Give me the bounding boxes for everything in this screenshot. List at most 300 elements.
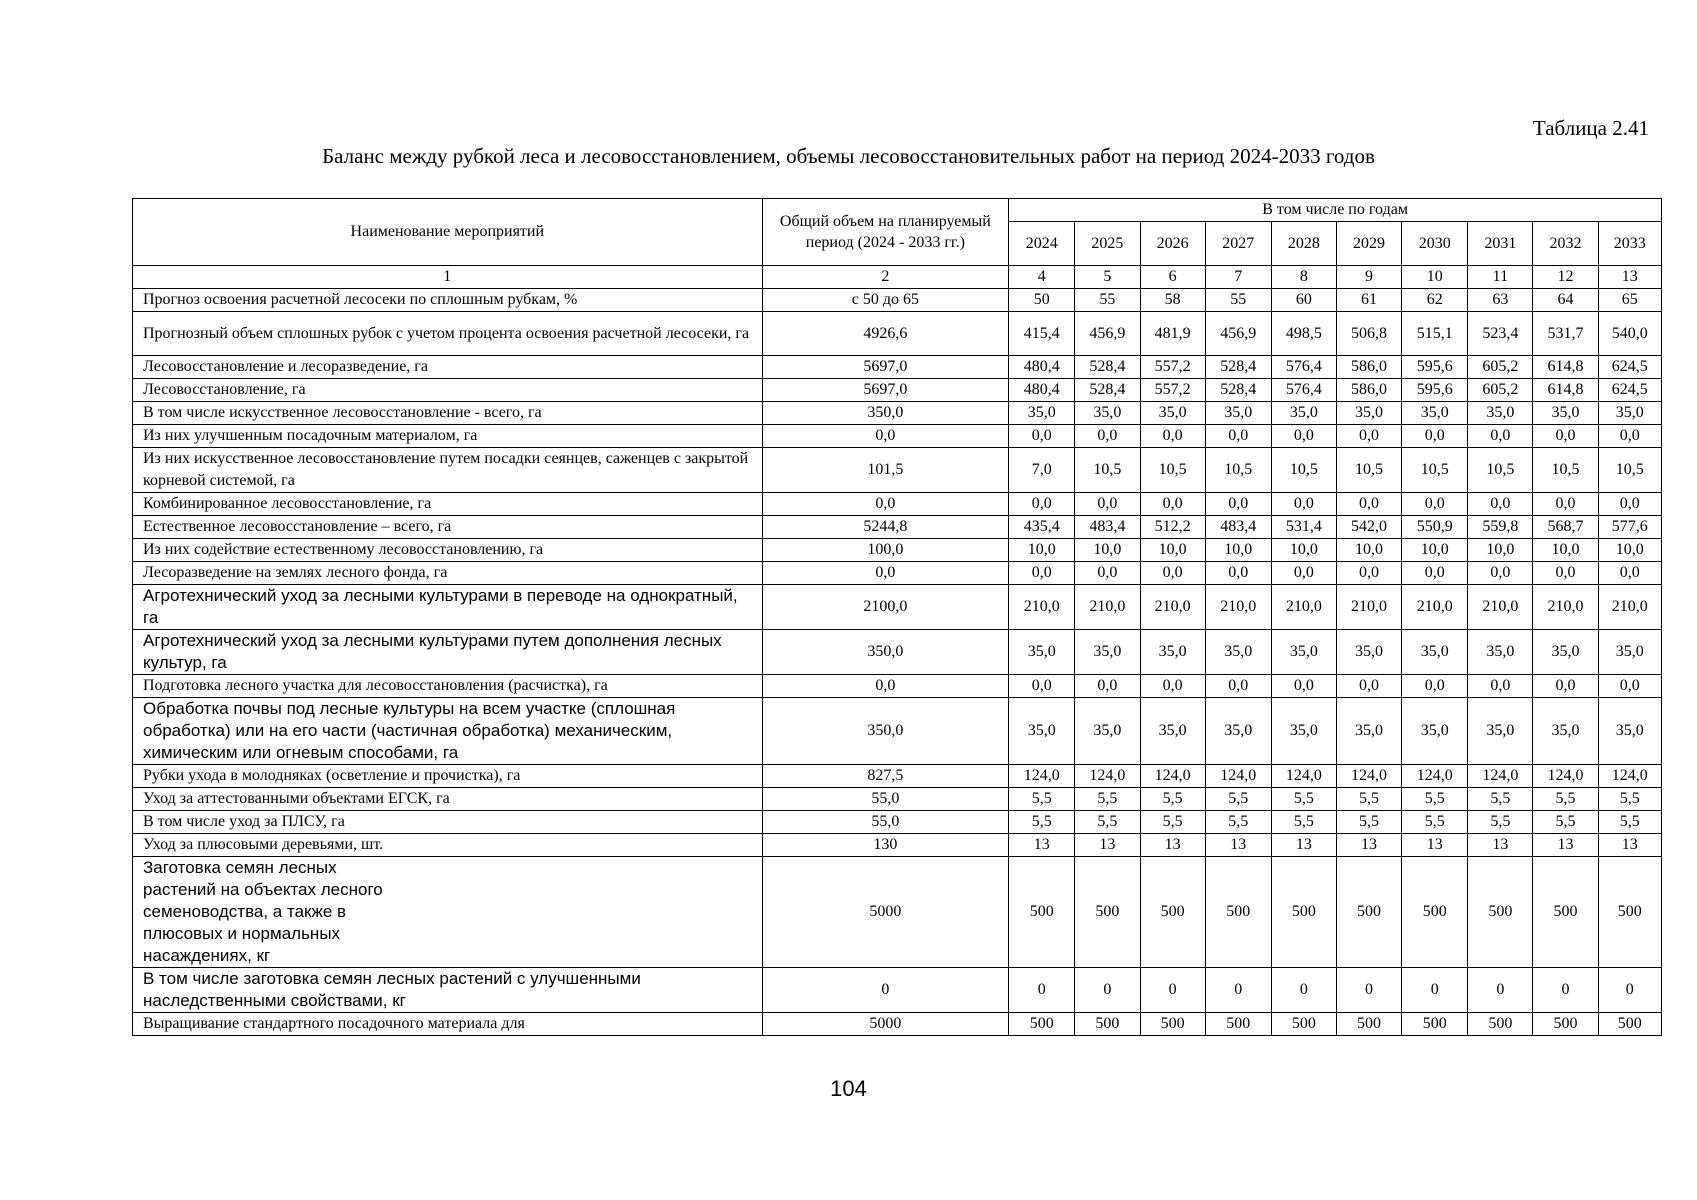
- column-number: 2: [762, 266, 1009, 289]
- table-row: [133, 857, 1662, 968]
- row-value-2029: 500: [1336, 1013, 1401, 1036]
- header-total-column: Общий объем на планируемый период (2024 - 2033 гг.): [762, 199, 1009, 266]
- row-value-2026: 0,0: [1140, 493, 1205, 516]
- row-value-2030: 124,0: [1402, 765, 1468, 788]
- row-value-2031: 500: [1468, 857, 1533, 968]
- row-name: В том числе заготовка семян лесных растений с улучшенными наследственными свойствами, кг: [133, 968, 763, 1013]
- row-name: Уход за плюсовыми деревьями, шт.: [133, 834, 763, 857]
- row-value-2033: 5,5: [1598, 788, 1661, 811]
- row-total: 55,0: [762, 788, 1009, 811]
- row-value-2033: 0,0: [1598, 493, 1661, 516]
- row-value-2032: 5,5: [1533, 788, 1598, 811]
- row-total: 5000: [762, 1013, 1009, 1036]
- row-value-2029: 586,0: [1336, 356, 1401, 379]
- row-value-2024: 13: [1009, 834, 1075, 857]
- row-value-2031: 605,2: [1468, 356, 1533, 379]
- row-name: Прогнозный объем сплошных рубок с учетом процента освоения расчетной лесосеки, га: [133, 312, 763, 356]
- row-value-2025: 0,0: [1075, 425, 1140, 448]
- row-value-2027: 0,0: [1205, 493, 1271, 516]
- column-number: 7: [1205, 266, 1271, 289]
- row-value-2025: 35,0: [1075, 402, 1140, 425]
- row-total: 0,0: [762, 425, 1009, 448]
- row-value-2032: 0,0: [1533, 675, 1598, 698]
- row-value-2027: 124,0: [1205, 765, 1271, 788]
- row-value-2028: 13: [1271, 834, 1336, 857]
- row-value-2031: 0,0: [1468, 675, 1533, 698]
- row-value-2026: 500: [1140, 857, 1205, 968]
- row-value-2029: 5,5: [1336, 788, 1401, 811]
- row-value-2024: 480,4: [1009, 356, 1075, 379]
- row-value-2024: 500: [1009, 1013, 1075, 1036]
- row-value-2027: 13: [1205, 834, 1271, 857]
- row-value-2026: 35,0: [1140, 698, 1205, 765]
- row-value-2033: 0: [1598, 968, 1661, 1013]
- table-row: [133, 834, 1662, 857]
- header-year-2032: 2032: [1533, 222, 1598, 266]
- row-value-2031: 35,0: [1468, 698, 1533, 765]
- header-name-column: Наименование мероприятий: [133, 199, 763, 266]
- row-value-2031: 124,0: [1468, 765, 1533, 788]
- row-value-2026: 0,0: [1140, 562, 1205, 585]
- table-row: [133, 539, 1662, 562]
- row-value-2032: 500: [1533, 1013, 1598, 1036]
- table-label: Таблица 2.41: [1532, 116, 1649, 140]
- row-value-2029: 124,0: [1336, 765, 1401, 788]
- table-body: [133, 289, 1662, 1036]
- row-value-2027: 35,0: [1205, 402, 1271, 425]
- row-total: 5000: [762, 857, 1009, 968]
- row-value-2030: 35,0: [1402, 698, 1468, 765]
- row-value-2026: 5,5: [1140, 811, 1205, 834]
- row-value-2030: 35,0: [1402, 630, 1468, 675]
- row-value-2030: 0,0: [1402, 562, 1468, 585]
- row-value-2029: 35,0: [1336, 698, 1401, 765]
- row-name: Агротехнический уход за лесными культурами путем дополнения лесных культур, га: [133, 630, 763, 675]
- column-number: 10: [1402, 266, 1468, 289]
- header-year-2028: 2028: [1271, 222, 1336, 266]
- row-name: Уход за аттестованными объектами ЕГСК, га: [133, 788, 763, 811]
- row-value-2026: 124,0: [1140, 765, 1205, 788]
- column-number: 6: [1140, 266, 1205, 289]
- table-row: [133, 356, 1662, 379]
- row-value-2033: 540,0: [1598, 312, 1661, 356]
- row-value-2033: 500: [1598, 857, 1661, 968]
- row-value-2026: 512,2: [1140, 516, 1205, 539]
- row-total: с 50 до 65: [762, 289, 1009, 312]
- row-value-2033: 35,0: [1598, 630, 1661, 675]
- row-value-2030: 0: [1402, 968, 1468, 1013]
- header-year-2026: 2026: [1140, 222, 1205, 266]
- row-value-2028: 576,4: [1271, 356, 1336, 379]
- row-value-2032: 64: [1533, 289, 1598, 312]
- row-value-2032: 35,0: [1533, 630, 1598, 675]
- row-value-2030: 0,0: [1402, 675, 1468, 698]
- row-value-2030: 550,9: [1402, 516, 1468, 539]
- row-name: Агротехнический уход за лесными культурами в переводе на однократный, га: [133, 585, 763, 630]
- row-value-2027: 0,0: [1205, 562, 1271, 585]
- row-value-2032: 0,0: [1533, 425, 1598, 448]
- row-value-2026: 0,0: [1140, 675, 1205, 698]
- row-value-2032: 10,0: [1533, 539, 1598, 562]
- row-value-2033: 624,5: [1598, 379, 1661, 402]
- row-value-2029: 0,0: [1336, 493, 1401, 516]
- table-row: [133, 562, 1662, 585]
- row-value-2027: 0,0: [1205, 675, 1271, 698]
- row-value-2028: 60: [1271, 289, 1336, 312]
- row-value-2031: 0,0: [1468, 425, 1533, 448]
- document-title: Баланс между рубкой леса и лесовосстановлением, объемы лесовосстановительных работ на период 2024-2033 годов: [322, 144, 1375, 168]
- row-value-2024: 0,0: [1009, 675, 1075, 698]
- row-value-2032: 35,0: [1533, 698, 1598, 765]
- row-total: 5697,0: [762, 356, 1009, 379]
- row-value-2029: 586,0: [1336, 379, 1401, 402]
- row-value-2026: 10,5: [1140, 448, 1205, 493]
- column-number: 5: [1075, 266, 1140, 289]
- row-value-2033: 124,0: [1598, 765, 1661, 788]
- row-value-2031: 10,0: [1468, 539, 1533, 562]
- row-value-2033: 0,0: [1598, 425, 1661, 448]
- table-row: [133, 493, 1662, 516]
- row-value-2025: 0,0: [1075, 562, 1140, 585]
- row-total: 827,5: [762, 765, 1009, 788]
- row-value-2025: 528,4: [1075, 379, 1140, 402]
- row-value-2025: 528,4: [1075, 356, 1140, 379]
- row-value-2031: 5,5: [1468, 811, 1533, 834]
- row-value-2031: 13: [1468, 834, 1533, 857]
- table-row: [133, 289, 1662, 312]
- row-value-2031: 500: [1468, 1013, 1533, 1036]
- row-value-2032: 614,8: [1533, 356, 1598, 379]
- row-value-2030: 0,0: [1402, 425, 1468, 448]
- row-value-2030: 10,5: [1402, 448, 1468, 493]
- row-value-2028: 500: [1271, 857, 1336, 968]
- row-value-2029: 0,0: [1336, 562, 1401, 585]
- row-value-2028: 10,0: [1271, 539, 1336, 562]
- row-value-2028: 0,0: [1271, 675, 1336, 698]
- row-total: 0,0: [762, 493, 1009, 516]
- page-number: 104: [830, 1076, 867, 1101]
- row-value-2025: 124,0: [1075, 765, 1140, 788]
- row-value-2032: 568,7: [1533, 516, 1598, 539]
- row-value-2027: 10,0: [1205, 539, 1271, 562]
- header-year-2030: 2030: [1402, 222, 1468, 266]
- row-value-2027: 456,9: [1205, 312, 1271, 356]
- row-name: Подготовка лесного участка для лесовосстановления (расчистка), га: [133, 675, 763, 698]
- row-value-2025: 10,0: [1075, 539, 1140, 562]
- row-value-2027: 5,5: [1205, 811, 1271, 834]
- table-row: [133, 630, 1662, 675]
- row-value-2032: 13: [1533, 834, 1598, 857]
- row-name: Естественное лесовосстановление – всего, га: [133, 516, 763, 539]
- row-value-2027: 35,0: [1205, 698, 1271, 765]
- row-value-2029: 210,0: [1336, 585, 1401, 630]
- row-value-2033: 10,5: [1598, 448, 1661, 493]
- row-value-2032: 0,0: [1533, 562, 1598, 585]
- row-value-2028: 531,4: [1271, 516, 1336, 539]
- row-total: 55,0: [762, 811, 1009, 834]
- row-value-2027: 500: [1205, 1013, 1271, 1036]
- row-value-2028: 0,0: [1271, 425, 1336, 448]
- row-value-2028: 500: [1271, 1013, 1336, 1036]
- column-number: 4: [1009, 266, 1075, 289]
- row-value-2028: 10,5: [1271, 448, 1336, 493]
- row-value-2033: 624,5: [1598, 356, 1661, 379]
- row-value-2033: 0,0: [1598, 675, 1661, 698]
- row-value-2024: 0: [1009, 968, 1075, 1013]
- column-number: 8: [1271, 266, 1336, 289]
- row-name: Из них искусственное лесовосстановление путем посадки сеянцев, саженцев с закрытой корневой системой, га: [133, 448, 763, 493]
- row-value-2031: 210,0: [1468, 585, 1533, 630]
- row-total: 350,0: [762, 630, 1009, 675]
- row-value-2028: 210,0: [1271, 585, 1336, 630]
- row-value-2033: 210,0: [1598, 585, 1661, 630]
- row-value-2026: 0: [1140, 968, 1205, 1013]
- table-row: [133, 516, 1662, 539]
- row-value-2029: 0,0: [1336, 675, 1401, 698]
- table-row: [133, 1013, 1662, 1036]
- row-value-2024: 5,5: [1009, 788, 1075, 811]
- row-value-2025: 210,0: [1075, 585, 1140, 630]
- row-total: 0,0: [762, 562, 1009, 585]
- row-name: Лесовосстановление и лесоразведение, га: [133, 356, 763, 379]
- row-value-2027: 210,0: [1205, 585, 1271, 630]
- column-numbering-row: [133, 266, 1662, 289]
- row-value-2030: 35,0: [1402, 402, 1468, 425]
- row-value-2029: 10,0: [1336, 539, 1401, 562]
- row-value-2025: 456,9: [1075, 312, 1140, 356]
- row-value-2030: 13: [1402, 834, 1468, 857]
- row-value-2028: 0,0: [1271, 562, 1336, 585]
- row-total: 0: [762, 968, 1009, 1013]
- row-value-2031: 0,0: [1468, 493, 1533, 516]
- row-total: 0,0: [762, 675, 1009, 698]
- row-value-2030: 0,0: [1402, 493, 1468, 516]
- row-value-2031: 559,8: [1468, 516, 1533, 539]
- row-value-2028: 576,4: [1271, 379, 1336, 402]
- row-value-2026: 210,0: [1140, 585, 1205, 630]
- row-value-2030: 5,5: [1402, 811, 1468, 834]
- table-row: [133, 585, 1662, 630]
- row-value-2025: 10,5: [1075, 448, 1140, 493]
- row-total: 5244,8: [762, 516, 1009, 539]
- row-value-2026: 10,0: [1140, 539, 1205, 562]
- row-value-2028: 35,0: [1271, 402, 1336, 425]
- row-value-2030: 500: [1402, 1013, 1468, 1036]
- row-value-2027: 500: [1205, 857, 1271, 968]
- row-value-2032: 614,8: [1533, 379, 1598, 402]
- row-value-2029: 0: [1336, 968, 1401, 1013]
- row-value-2024: 0,0: [1009, 562, 1075, 585]
- table-row: [133, 379, 1662, 402]
- row-total: 130: [762, 834, 1009, 857]
- row-value-2029: 542,0: [1336, 516, 1401, 539]
- row-value-2025: 500: [1075, 857, 1140, 968]
- row-value-2024: 124,0: [1009, 765, 1075, 788]
- row-name: Заготовка семян лесных растений на объектах лесного семеноводства, а также в плюсовых и нормальных насаждениях, кг: [133, 857, 763, 968]
- table-row: [133, 312, 1662, 356]
- row-value-2025: 5,5: [1075, 811, 1140, 834]
- row-value-2028: 35,0: [1271, 698, 1336, 765]
- header-years-group: В том числе по годам: [1009, 199, 1662, 222]
- row-value-2024: 50: [1009, 289, 1075, 312]
- row-value-2032: 500: [1533, 857, 1598, 968]
- row-value-2033: 577,6: [1598, 516, 1661, 539]
- row-value-2031: 0,0: [1468, 562, 1533, 585]
- row-value-2031: 605,2: [1468, 379, 1533, 402]
- row-total: 101,5: [762, 448, 1009, 493]
- row-name: Обработка почвы под лесные культуры на всем участке (сплошная обработка) или на его части (частичная обработка) механическим, химическим или огневым способами, га: [133, 698, 763, 765]
- row-value-2031: 35,0: [1468, 402, 1533, 425]
- row-value-2026: 500: [1140, 1013, 1205, 1036]
- row-value-2028: 0,0: [1271, 493, 1336, 516]
- row-value-2028: 0: [1271, 968, 1336, 1013]
- row-value-2031: 523,4: [1468, 312, 1533, 356]
- row-value-2029: 500: [1336, 857, 1401, 968]
- row-value-2032: 10,5: [1533, 448, 1598, 493]
- row-total: 2100,0: [762, 585, 1009, 630]
- header-year-2024: 2024: [1009, 222, 1075, 266]
- header-year-2025: 2025: [1075, 222, 1140, 266]
- row-name: Прогноз освоения расчетной лесосеки по сплошным рубкам, %: [133, 289, 763, 312]
- row-value-2024: 415,4: [1009, 312, 1075, 356]
- row-total: 5697,0: [762, 379, 1009, 402]
- row-value-2026: 13: [1140, 834, 1205, 857]
- row-value-2031: 63: [1468, 289, 1533, 312]
- row-value-2026: 557,2: [1140, 379, 1205, 402]
- row-value-2029: 0,0: [1336, 425, 1401, 448]
- row-value-2028: 124,0: [1271, 765, 1336, 788]
- row-value-2027: 55: [1205, 289, 1271, 312]
- row-value-2028: 5,5: [1271, 811, 1336, 834]
- row-name: Комбинированное лесовосстановление, га: [133, 493, 763, 516]
- row-value-2027: 0: [1205, 968, 1271, 1013]
- row-total: 100,0: [762, 539, 1009, 562]
- table-row: [133, 765, 1662, 788]
- row-value-2033: 35,0: [1598, 402, 1661, 425]
- row-value-2027: 5,5: [1205, 788, 1271, 811]
- row-value-2033: 500: [1598, 1013, 1661, 1036]
- row-total: 350,0: [762, 402, 1009, 425]
- table-row: [133, 811, 1662, 834]
- row-value-2030: 515,1: [1402, 312, 1468, 356]
- header-year-2029: 2029: [1336, 222, 1401, 266]
- row-value-2030: 5,5: [1402, 788, 1468, 811]
- row-name: Из них содействие естественному лесовосстановлению, га: [133, 539, 763, 562]
- row-value-2031: 10,5: [1468, 448, 1533, 493]
- row-value-2024: 35,0: [1009, 630, 1075, 675]
- row-value-2033: 10,0: [1598, 539, 1661, 562]
- row-value-2029: 61: [1336, 289, 1401, 312]
- row-value-2024: 35,0: [1009, 698, 1075, 765]
- row-value-2032: 35,0: [1533, 402, 1598, 425]
- row-value-2024: 0,0: [1009, 493, 1075, 516]
- row-value-2025: 35,0: [1075, 698, 1140, 765]
- row-value-2030: 595,6: [1402, 379, 1468, 402]
- row-value-2027: 0,0: [1205, 425, 1271, 448]
- row-value-2030: 10,0: [1402, 539, 1468, 562]
- row-value-2031: 35,0: [1468, 630, 1533, 675]
- row-value-2025: 0,0: [1075, 493, 1140, 516]
- row-value-2024: 35,0: [1009, 402, 1075, 425]
- row-value-2024: 7,0: [1009, 448, 1075, 493]
- row-value-2026: 58: [1140, 289, 1205, 312]
- row-value-2027: 10,5: [1205, 448, 1271, 493]
- row-value-2025: 483,4: [1075, 516, 1140, 539]
- row-value-2029: 10,5: [1336, 448, 1401, 493]
- row-value-2024: 10,0: [1009, 539, 1075, 562]
- row-name: В том числе уход за ПЛСУ, га: [133, 811, 763, 834]
- row-value-2032: 531,7: [1533, 312, 1598, 356]
- row-value-2027: 35,0: [1205, 630, 1271, 675]
- row-value-2031: 5,5: [1468, 788, 1533, 811]
- row-value-2033: 65: [1598, 289, 1661, 312]
- column-number: 11: [1468, 266, 1533, 289]
- row-value-2027: 528,4: [1205, 379, 1271, 402]
- row-value-2033: 0,0: [1598, 562, 1661, 585]
- row-value-2031: 0: [1468, 968, 1533, 1013]
- row-value-2028: 35,0: [1271, 630, 1336, 675]
- row-value-2032: 124,0: [1533, 765, 1598, 788]
- row-value-2028: 498,5: [1271, 312, 1336, 356]
- row-value-2026: 481,9: [1140, 312, 1205, 356]
- row-value-2026: 35,0: [1140, 630, 1205, 675]
- row-name: Рубки ухода в молодняках (осветление и прочистка), га: [133, 765, 763, 788]
- row-name: Из них улучшенным посадочным материалом, га: [133, 425, 763, 448]
- table-row: [133, 698, 1662, 765]
- row-value-2026: 35,0: [1140, 402, 1205, 425]
- row-value-2030: 62: [1402, 289, 1468, 312]
- row-value-2029: 13: [1336, 834, 1401, 857]
- row-value-2025: 5,5: [1075, 788, 1140, 811]
- row-total: 350,0: [762, 698, 1009, 765]
- row-value-2024: 480,4: [1009, 379, 1075, 402]
- row-value-2030: 210,0: [1402, 585, 1468, 630]
- row-value-2030: 500: [1402, 857, 1468, 968]
- row-value-2025: 0: [1075, 968, 1140, 1013]
- row-value-2026: 0,0: [1140, 425, 1205, 448]
- row-value-2024: 500: [1009, 857, 1075, 968]
- header-year-2031: 2031: [1468, 222, 1533, 266]
- row-value-2032: 0: [1533, 968, 1598, 1013]
- row-value-2024: 435,4: [1009, 516, 1075, 539]
- row-value-2027: 528,4: [1205, 356, 1271, 379]
- table-row: [133, 675, 1662, 698]
- balance-table: [132, 198, 1662, 1036]
- row-value-2024: 5,5: [1009, 811, 1075, 834]
- table-row: [133, 402, 1662, 425]
- row-value-2025: 500: [1075, 1013, 1140, 1036]
- row-value-2028: 5,5: [1271, 788, 1336, 811]
- column-number: 13: [1598, 266, 1661, 289]
- row-value-2024: 0,0: [1009, 425, 1075, 448]
- column-number: 12: [1533, 266, 1598, 289]
- row-total: 4926,6: [762, 312, 1009, 356]
- row-value-2026: 557,2: [1140, 356, 1205, 379]
- row-name: Лесовосстановление, га: [133, 379, 763, 402]
- row-value-2027: 483,4: [1205, 516, 1271, 539]
- row-value-2029: 5,5: [1336, 811, 1401, 834]
- row-value-2025: 0,0: [1075, 675, 1140, 698]
- row-value-2026: 5,5: [1140, 788, 1205, 811]
- row-value-2030: 595,6: [1402, 356, 1468, 379]
- row-value-2029: 35,0: [1336, 630, 1401, 675]
- row-value-2033: 13: [1598, 834, 1661, 857]
- header-year-2027: 2027: [1205, 222, 1271, 266]
- row-name: Выращивание стандартного посадочного материала для: [133, 1013, 763, 1036]
- row-value-2025: 55: [1075, 289, 1140, 312]
- column-number: 1: [133, 266, 763, 289]
- row-value-2024: 210,0: [1009, 585, 1075, 630]
